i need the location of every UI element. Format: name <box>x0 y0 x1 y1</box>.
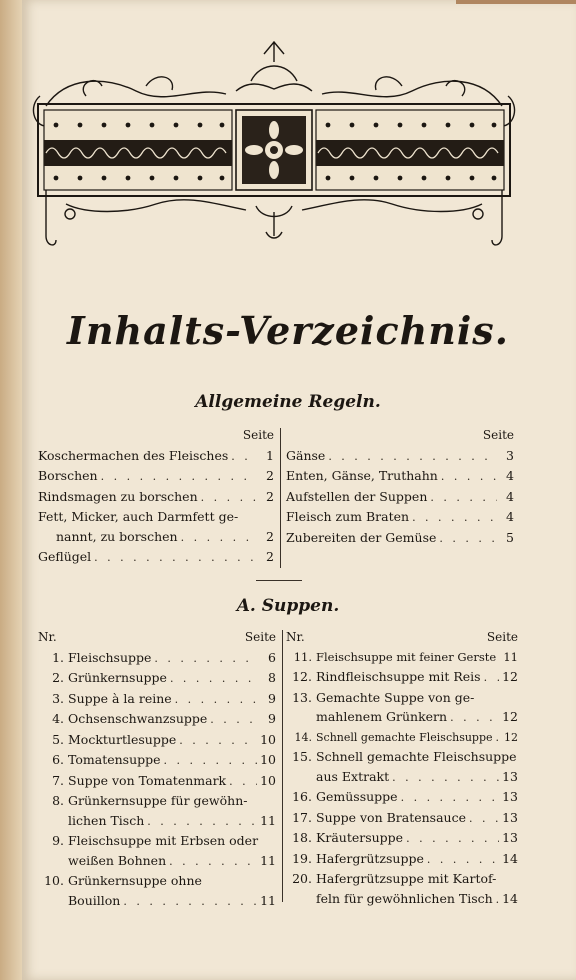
entry-text: Gemachte Suppe von ge- <box>316 689 475 705</box>
entry-text: Mockturtlesuppe <box>68 731 177 747</box>
toc-entry <box>38 730 276 751</box>
entry-number: 14. <box>294 730 312 744</box>
toc-entry <box>286 828 518 849</box>
entry-text: Kräutersuppe <box>316 830 404 845</box>
leader-dots <box>499 648 500 668</box>
entry-page: 3 <box>506 447 514 463</box>
leader-dots <box>210 710 259 730</box>
leader-dots <box>496 890 499 910</box>
seite-label: Seite <box>482 428 514 442</box>
leader-dots <box>439 529 497 549</box>
entry-page: 2 <box>266 528 274 544</box>
entry-page: 4 <box>506 509 514 524</box>
toc-entry <box>286 528 514 549</box>
entry-page: 9 <box>268 711 276 726</box>
toc-entry <box>38 791 276 811</box>
entry-text: mahlenem Grünkern <box>316 709 448 724</box>
column-divider <box>282 630 283 902</box>
toc-entry <box>286 648 518 668</box>
entry-page: 2 <box>266 549 274 564</box>
toc-entry <box>286 667 518 688</box>
leader-dots <box>175 690 259 710</box>
leader-dots <box>450 708 499 728</box>
leader-dots <box>392 768 499 788</box>
entry-text: lichen Tisch <box>68 812 145 828</box>
toc-entry <box>38 891 276 912</box>
entry-page: 8 <box>268 670 276 685</box>
entry-page: 5 <box>506 529 514 545</box>
toc-entry <box>38 851 276 872</box>
entry-text: Suppe von Tomatenmark <box>68 772 227 788</box>
entry-page: 11 <box>260 892 276 908</box>
entry-text: Ochsenschwanzsuppe <box>68 711 208 726</box>
entry-text: aus Extrakt <box>316 768 390 784</box>
section2-left-column <box>38 628 276 911</box>
leader-dots <box>406 829 499 849</box>
entry-text: feln für gewöhnlichen Tisch <box>316 890 493 906</box>
toc-entry <box>38 831 276 851</box>
leader-dots <box>147 812 257 832</box>
leader-dots <box>169 852 257 872</box>
toc-entry <box>38 771 276 792</box>
entry-number: 20. <box>292 871 312 886</box>
entry-page: 14 <box>502 890 518 906</box>
entry-number: 7. <box>52 772 64 788</box>
entry-page: 13 <box>502 768 518 784</box>
toc-entry <box>286 487 514 508</box>
leader-dots <box>496 728 501 748</box>
entry-text: Suppe von Bratensauce <box>316 809 466 825</box>
toc-entry <box>38 466 274 487</box>
entry-text: Suppe à la reine <box>68 690 172 706</box>
toc-entry <box>286 728 518 748</box>
page-top-edge <box>456 0 576 4</box>
entry-number: 19. <box>292 850 312 866</box>
leader-dots <box>412 508 497 528</box>
toc-entry <box>286 808 518 829</box>
column-header <box>38 628 276 648</box>
leader-dots <box>328 447 497 467</box>
entry-number: 8. <box>52 793 64 808</box>
entry-page: 2 <box>266 468 274 483</box>
leader-dots <box>427 850 499 870</box>
entry-page: 10 <box>260 752 276 767</box>
toc-entry <box>286 507 514 528</box>
entry-text: Tomatensuppe <box>68 752 161 767</box>
nr-label: Nr. <box>38 630 57 644</box>
entry-number: 1. <box>52 649 64 665</box>
entry-number: 9. <box>52 833 64 848</box>
leader-dots <box>201 488 257 508</box>
section-divider-rule <box>256 580 302 581</box>
entry-text: Fleischsuppe mit feiner Gerste <box>316 649 497 664</box>
entry-page: 9 <box>268 690 276 706</box>
toc-entry <box>286 466 514 487</box>
entry-text: Geflügel <box>38 549 92 564</box>
entry-page: 12 <box>504 730 518 744</box>
entry-text: weißen Bohnen <box>68 852 167 868</box>
toc-entry <box>38 487 274 508</box>
leader-dots <box>94 548 257 568</box>
entry-page: 4 <box>506 468 514 483</box>
leader-dots <box>170 669 259 689</box>
entry-number: 6. <box>52 752 64 767</box>
entry-number: 11. <box>293 649 312 664</box>
entry-text: Grünkernsuppe für gewöhn- <box>68 793 248 808</box>
entry-page: 13 <box>502 789 518 804</box>
toc-entry <box>38 446 274 467</box>
entry-text: Fett, Micker, auch Darmfett ge- <box>38 509 239 524</box>
seite-label: Seite <box>244 630 276 644</box>
page-title: Inhalts-Verzeichnis. <box>67 308 509 353</box>
entry-text: Enten, Gänse, Truthahn <box>286 468 438 483</box>
entry-page: 11 <box>503 649 518 664</box>
toc-entry <box>38 547 274 568</box>
leader-dots <box>154 649 259 669</box>
section1-right-column <box>286 426 514 548</box>
toc-entry <box>38 871 276 891</box>
entry-text: Fleischsuppe <box>68 649 152 665</box>
toc-entry <box>286 688 518 708</box>
entry-text: Fleischsuppe mit Erbsen oder <box>68 833 259 848</box>
toc-entry <box>286 849 518 870</box>
entry-number: 3. <box>52 690 64 706</box>
entry-text: Grünkernsuppe <box>68 670 167 685</box>
entry-page: 13 <box>502 809 518 825</box>
seite-label: Seite <box>242 428 274 442</box>
toc-entry <box>38 811 276 832</box>
entry-number: 17. <box>292 809 312 825</box>
leader-dots <box>181 528 257 548</box>
leader-dots <box>229 772 257 792</box>
entry-text: Bouillon <box>68 892 121 908</box>
entry-number: 13. <box>292 689 312 705</box>
entry-text: Hafergrützsuppe mit Kartof- <box>316 871 497 886</box>
entry-page: 14 <box>502 850 518 866</box>
entry-page: 12 <box>502 669 518 684</box>
entry-text: Zubereiten der Gemüse <box>286 529 437 545</box>
entry-text: nannt, zu borschen <box>56 528 178 544</box>
entry-page: 12 <box>502 709 518 724</box>
toc-entry <box>38 527 274 548</box>
toc-entry <box>38 709 276 730</box>
entry-text: Grünkernsuppe ohne <box>68 873 202 888</box>
entry-text: Aufstellen der Suppen <box>286 488 428 504</box>
entry-text: Rindsmagen zu borschen <box>38 488 198 504</box>
entry-number: 18. <box>292 830 312 845</box>
section-heading-allgemeine-regeln: Allgemeine Regeln. <box>195 392 381 412</box>
entry-page: 11 <box>260 812 276 828</box>
toc-entry <box>286 869 518 889</box>
toc-entry <box>286 446 514 467</box>
column-divider <box>280 428 281 568</box>
entry-text: Gänse <box>286 447 326 463</box>
column-header <box>286 628 518 648</box>
leader-dots <box>484 668 500 688</box>
entry-page: 10 <box>260 772 276 788</box>
entry-number: 10. <box>44 873 64 888</box>
entry-page: 6 <box>268 649 276 665</box>
entry-text: Rindfleischsuppe mit Reis <box>316 669 481 684</box>
leader-dots <box>179 731 257 751</box>
toc-entry <box>286 747 518 767</box>
section-heading-suppen: A. Suppen. <box>236 596 340 616</box>
entry-page: 1 <box>266 447 274 463</box>
toc-entry <box>38 689 276 710</box>
leader-dots <box>441 467 497 487</box>
entry-number: 16. <box>292 789 312 804</box>
toc-entry <box>286 889 518 910</box>
toc-entry <box>286 707 518 728</box>
leader-dots <box>231 447 257 467</box>
entry-text: Schnell gemachte Fleischsuppe <box>316 749 517 764</box>
leader-dots <box>101 467 257 487</box>
section2-right-column <box>286 628 518 909</box>
entry-number: 15. <box>292 749 312 764</box>
section1-left-column <box>38 426 274 568</box>
entry-text: Fleisch zum Braten <box>286 509 410 524</box>
entry-text: Schnell gemachte Fleischsuppe <box>316 730 493 744</box>
toc-entry <box>38 648 276 669</box>
entry-page: 10 <box>260 731 276 747</box>
entry-text: Borschen <box>38 468 98 483</box>
entry-number: 4. <box>52 711 64 726</box>
entry-text: Gemüssuppe <box>316 789 398 804</box>
entry-page: 2 <box>266 488 274 504</box>
toc-entry <box>286 767 518 788</box>
entry-page: 11 <box>260 852 276 868</box>
nr-label: Nr. <box>286 630 305 644</box>
leader-dots <box>469 809 499 829</box>
seite-label: Seite <box>486 630 518 644</box>
toc-entry <box>286 787 518 808</box>
entry-text: Koschermachen des Fleisches <box>38 447 229 463</box>
toc-entry <box>38 750 276 771</box>
leader-dots <box>430 488 497 508</box>
entry-page: 13 <box>502 830 518 845</box>
leader-dots <box>164 751 258 771</box>
entry-text: Hafergrützsuppe <box>316 850 424 866</box>
leader-dots <box>123 892 257 912</box>
leader-dots <box>401 788 500 808</box>
entry-number: 2. <box>52 670 64 685</box>
entry-page: 4 <box>506 488 514 504</box>
entry-number: 5. <box>52 731 64 747</box>
header-ornament <box>26 36 522 250</box>
toc-entry <box>38 668 276 689</box>
book-spine-edge <box>0 0 22 980</box>
entry-number: 12. <box>292 669 312 684</box>
